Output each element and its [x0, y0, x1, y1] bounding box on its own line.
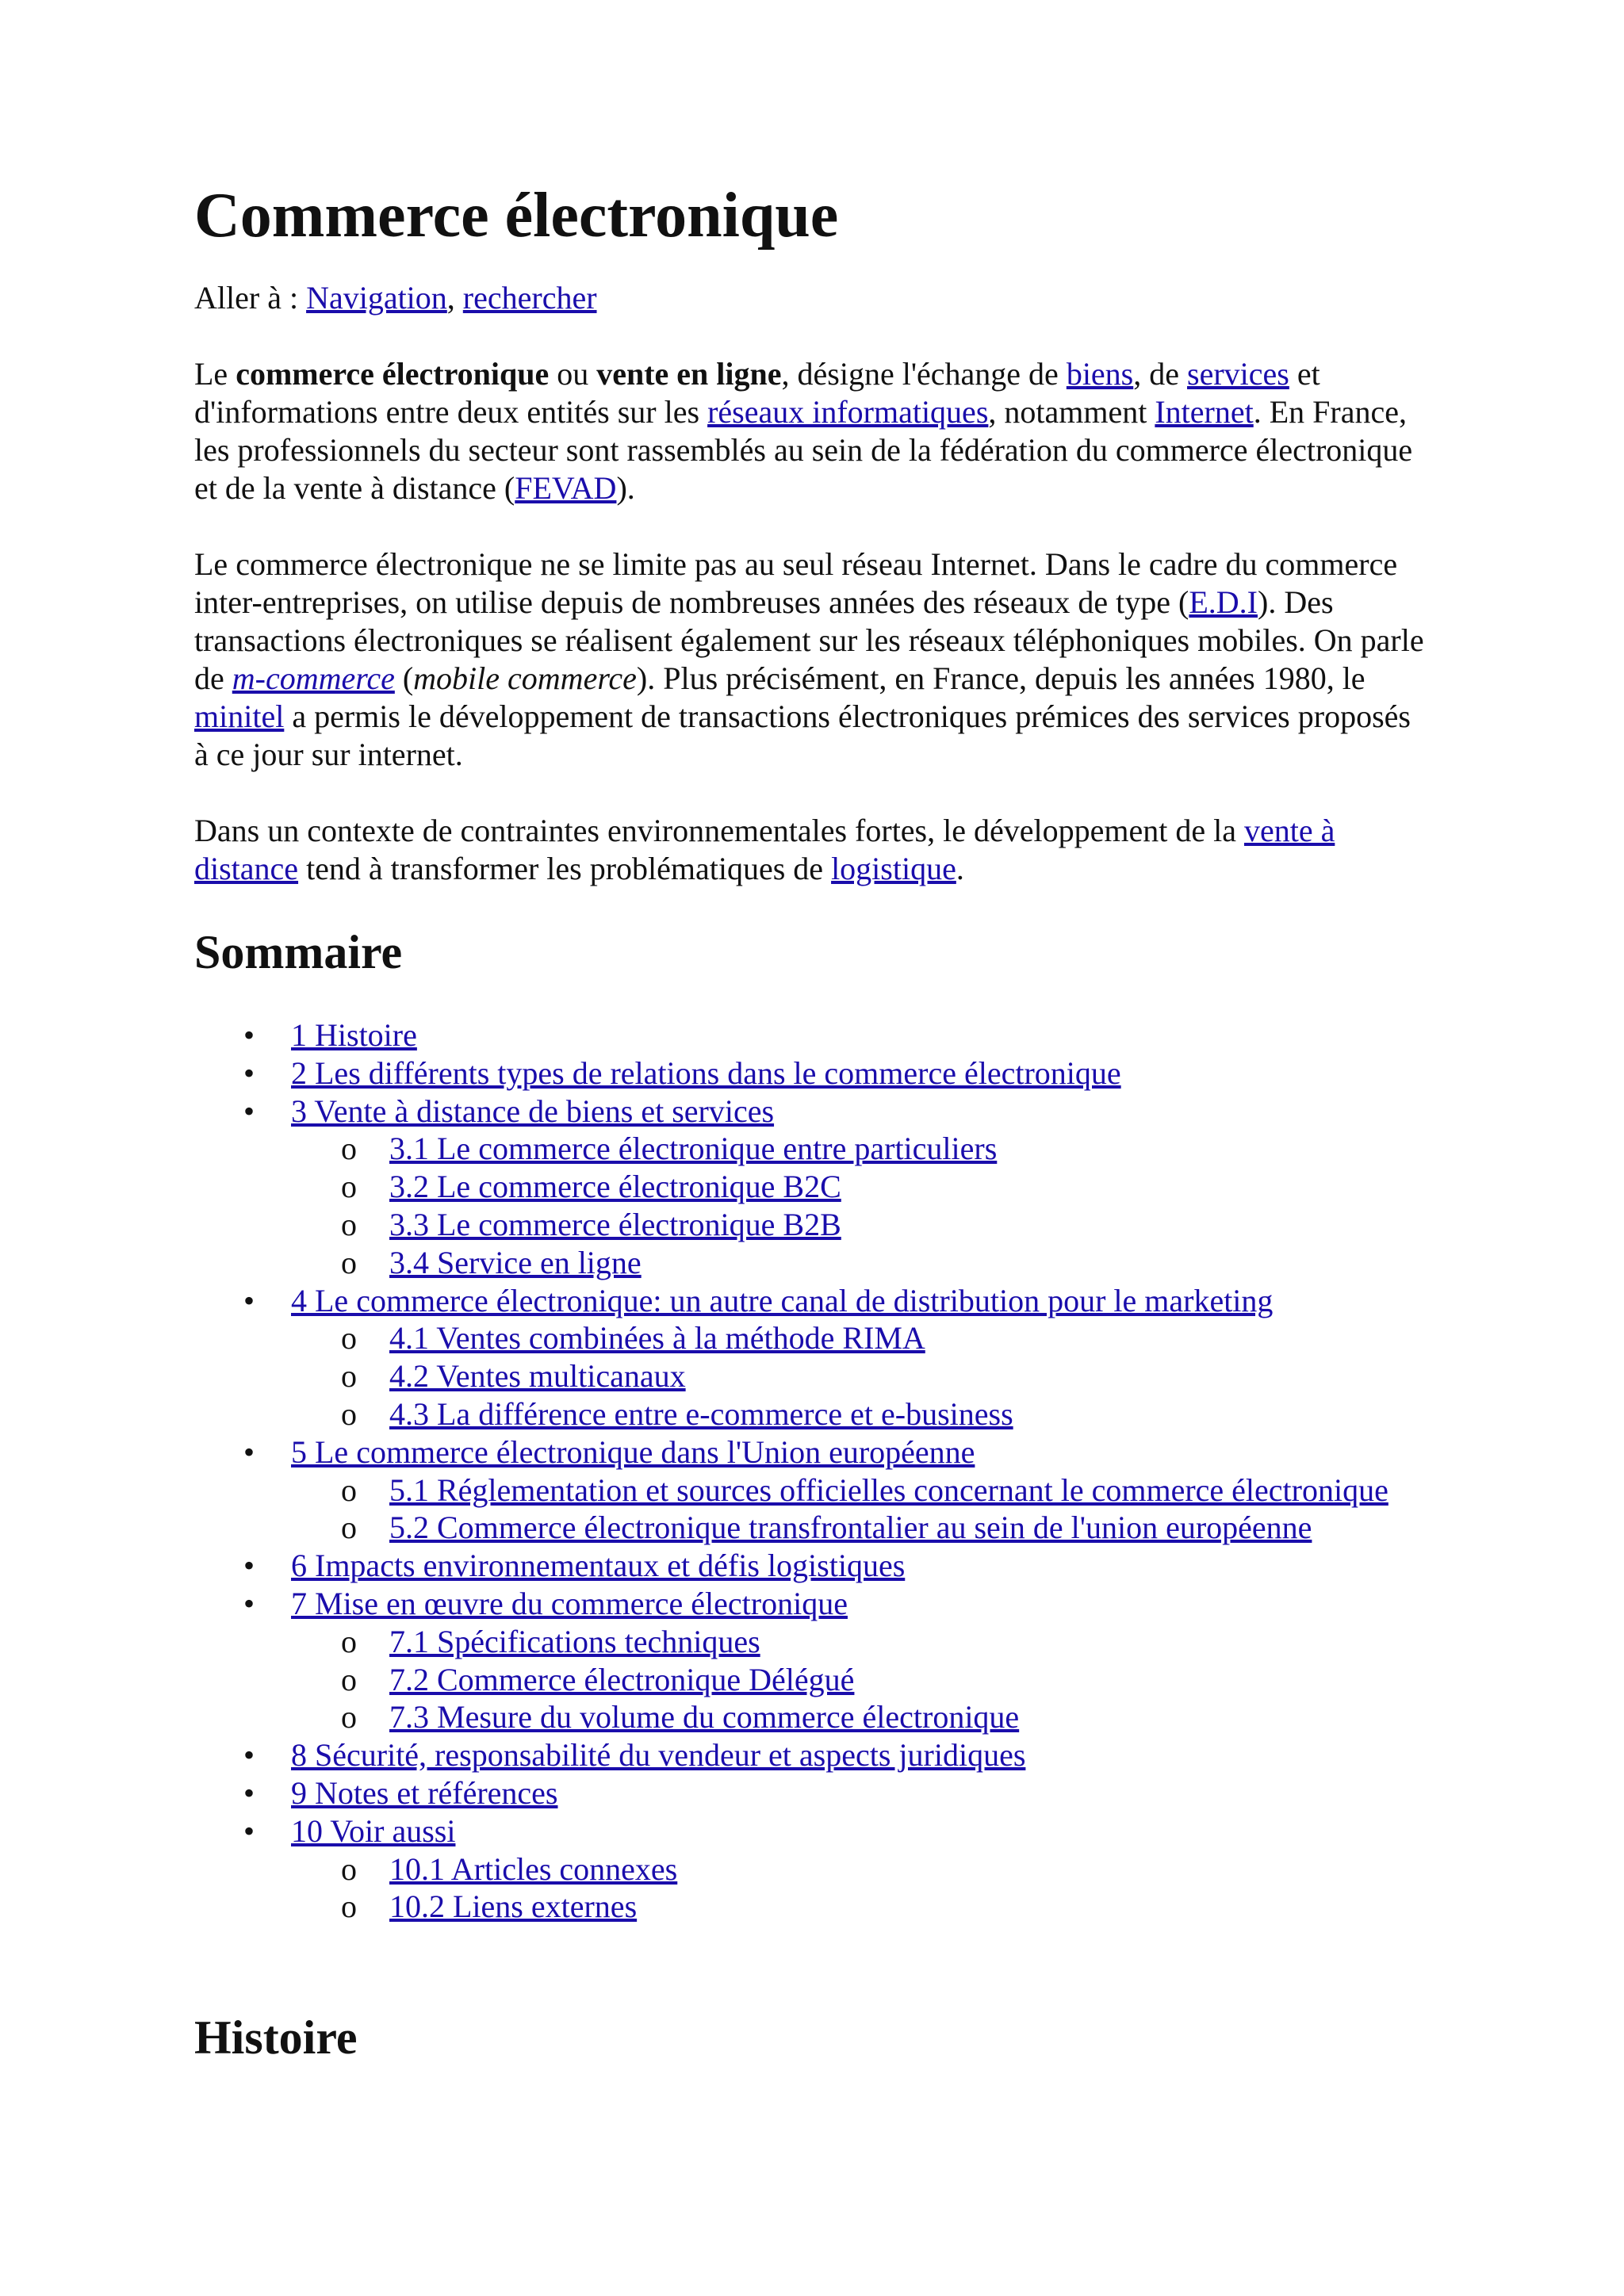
- text: Le commerce électronique ne se limite pas au seul réseau Internet. Dans le cadre du commerce inter-entreprises, on utilise depuis de nombreuses années des réseaux de type (: [194, 546, 1398, 620]
- link-vente-a-distance[interactable]: vente à distance: [194, 813, 1335, 886]
- toc-title: Sommaire: [194, 926, 403, 978]
- toc-item: [194, 1661, 1431, 1699]
- toc-item: [194, 1206, 1431, 1244]
- toc-link[interactable]: 6 Impacts environnementaux et défis logistiques: [291, 1548, 906, 1584]
- toc-item: [194, 1698, 1431, 1736]
- toc-link[interactable]: 5.2 Commerce électronique transfrontalier au sein de l'union européenne: [389, 1510, 1312, 1546]
- navigation-link[interactable]: Navigation: [306, 280, 447, 316]
- toc-link[interactable]: 7.1 Spécifications techniques: [389, 1623, 760, 1659]
- toc-item: [194, 1016, 1431, 1054]
- circle-bullet-icon: o: [341, 1699, 357, 1735]
- toc-link[interactable]: 8 Sécurité, responsabilité du vendeur et aspects juridiques: [291, 1737, 1026, 1774]
- toc-item: [194, 1471, 1431, 1510]
- toc-link[interactable]: 4.2 Ventes multicanaux: [389, 1358, 686, 1395]
- toc-link[interactable]: 3 Vente à distance de biens et services: [291, 1093, 775, 1129]
- toc-link[interactable]: 3.3 Le commerce électronique B2B: [389, 1206, 841, 1242]
- text: ). Plus précisément, en France, depuis les années 1980, le: [636, 660, 1365, 696]
- toc-item: [194, 1282, 1431, 1320]
- toc-item: [194, 1850, 1431, 1888]
- jump-links: [194, 279, 1431, 317]
- bullet-icon: •: [243, 1737, 255, 1774]
- link-reseaux-informatiques[interactable]: réseaux informatiques: [707, 394, 989, 430]
- link-biens[interactable]: biens: [1066, 356, 1134, 392]
- toc-link[interactable]: 4.1 Ventes combinées à la méthode RIMA: [389, 1320, 925, 1357]
- search-link[interactable]: rechercher: [462, 280, 597, 316]
- text: Le: [194, 356, 236, 392]
- toc-link[interactable]: 7.2 Commerce électronique Délégué: [389, 1661, 855, 1697]
- toc-item: [194, 1812, 1431, 1850]
- toc-item: [194, 1547, 1431, 1585]
- toc-item: [194, 1774, 1431, 1812]
- toc-link[interactable]: 7 Mise en œuvre du commerce électronique: [291, 1585, 848, 1621]
- text: (: [394, 660, 414, 696]
- table-of-contents: [194, 1016, 1431, 1926]
- toc-link[interactable]: 3.2 Le commerce électronique B2C: [389, 1169, 841, 1205]
- toc-item: [194, 1093, 1431, 1131]
- bold-term-commerce: commerce électronique: [236, 356, 550, 392]
- toc-link[interactable]: 1 Histoire: [291, 1017, 417, 1053]
- link-internet[interactable]: Internet: [1155, 394, 1254, 430]
- circle-bullet-icon: o: [341, 1623, 357, 1659]
- circle-bullet-icon: o: [341, 1661, 357, 1697]
- circle-bullet-icon: o: [341, 1358, 357, 1395]
- toc-item: [194, 1509, 1431, 1547]
- toc-item: [194, 1319, 1431, 1357]
- bullet-icon: •: [243, 1548, 255, 1584]
- toc-item: [194, 1168, 1431, 1206]
- toc-link[interactable]: 10 Voir aussi: [291, 1812, 456, 1849]
- toc-item: [194, 1888, 1431, 1926]
- toc-item: [194, 1433, 1431, 1471]
- text: a permis le développement de transactions électroniques prémices des services proposés à ce jour sur internet.: [194, 698, 1411, 772]
- jump-prefix: Aller à :: [194, 280, 307, 316]
- italic-mobile-commerce: mobile commerce: [413, 660, 637, 696]
- text: ou: [549, 356, 597, 392]
- intro-paragraph-3: [194, 812, 1431, 888]
- circle-bullet-icon: o: [341, 1888, 357, 1925]
- toc-item: [194, 1736, 1431, 1774]
- link-m-commerce[interactable]: m-commerce: [232, 660, 395, 696]
- toc-link[interactable]: 7.3 Mesure du volume du commerce électronique: [389, 1699, 1020, 1735]
- circle-bullet-icon: o: [341, 1169, 357, 1205]
- text: ). Des transactions électroniques se réalisent également sur les réseaux téléphoniques mobiles. On parle de: [194, 584, 1424, 696]
- toc-link[interactable]: 9 Notes et références: [291, 1774, 558, 1811]
- circle-bullet-icon: o: [341, 1320, 357, 1357]
- bullet-icon: •: [243, 1017, 255, 1053]
- bullet-icon: •: [243, 1774, 255, 1811]
- toc-item: [194, 1357, 1431, 1395]
- bullet-icon: •: [243, 1054, 255, 1091]
- toc-item: [194, 1395, 1431, 1433]
- intro-paragraph-2: [194, 545, 1431, 774]
- bullet-icon: •: [243, 1585, 255, 1621]
- bullet-icon: •: [243, 1282, 255, 1318]
- text: ).: [616, 470, 635, 506]
- toc-link[interactable]: 2 Les différents types de relations dans le commerce électronique: [291, 1054, 1121, 1091]
- toc-item: [194, 1130, 1431, 1168]
- text: , notamment: [988, 394, 1155, 430]
- circle-bullet-icon: o: [341, 1244, 357, 1280]
- bullet-icon: •: [243, 1433, 255, 1470]
- toc-link[interactable]: 10.2 Liens externes: [389, 1888, 638, 1925]
- circle-bullet-icon: o: [341, 1510, 357, 1546]
- link-logistique[interactable]: logistique: [831, 851, 956, 886]
- toc-link[interactable]: 4 Le commerce électronique: un autre canal de distribution pour le marketing: [291, 1282, 1274, 1318]
- bold-term-vente: vente en ligne: [596, 356, 782, 392]
- bullet-icon: •: [243, 1093, 255, 1129]
- circle-bullet-icon: o: [341, 1206, 357, 1242]
- toc-link[interactable]: 3.4 Service en ligne: [389, 1244, 642, 1280]
- link-minitel[interactable]: minitel: [194, 698, 285, 734]
- toc-item: [194, 1054, 1431, 1093]
- text: . En France, les professionnels du secteur sont rassemblés au sein de la fédération du commerce électronique et de la vente à distance (: [194, 394, 1413, 506]
- text: .: [956, 851, 964, 886]
- article: [194, 181, 1431, 2064]
- toc-link[interactable]: 4.3 La différence entre e-commerce et e-business: [389, 1395, 1013, 1432]
- link-fevad[interactable]: FEVAD: [515, 470, 617, 506]
- text: Dans un contexte de contraintes environnementales fortes, le développement de la: [194, 813, 1244, 848]
- text: tend à transformer les problématiques de: [298, 851, 832, 886]
- circle-bullet-icon: o: [341, 1395, 357, 1432]
- page-title: Commerce électronique: [194, 181, 839, 251]
- link-services[interactable]: services: [1187, 356, 1289, 392]
- circle-bullet-icon: o: [341, 1131, 357, 1167]
- toc-link[interactable]: 5 Le commerce électronique dans l'Union européenne: [291, 1433, 975, 1470]
- section-heading-histoire: Histoire: [194, 2011, 358, 2064]
- toc-item: [194, 1623, 1431, 1661]
- text: et d'informations entre deux entités sur les: [194, 356, 1320, 430]
- bullet-icon: •: [243, 1812, 255, 1849]
- intro-paragraph-1: [194, 355, 1431, 507]
- text: , désigne l'échange de: [781, 356, 1067, 392]
- circle-bullet-icon: o: [341, 1471, 357, 1508]
- toc-link[interactable]: 5.1 Réglementation et sources officielles concernant le commerce électronique: [389, 1471, 1388, 1508]
- toc-item: [194, 1585, 1431, 1623]
- text: , de: [1133, 356, 1188, 392]
- toc-item: [194, 1244, 1431, 1282]
- toc-link[interactable]: 10.1 Articles connexes: [389, 1850, 678, 1887]
- circle-bullet-icon: o: [341, 1850, 357, 1887]
- link-edi[interactable]: E.D.I: [1189, 584, 1258, 620]
- jump-separator: ,: [446, 280, 463, 316]
- toc-link[interactable]: 3.1 Le commerce électronique entre particuliers: [389, 1131, 998, 1167]
